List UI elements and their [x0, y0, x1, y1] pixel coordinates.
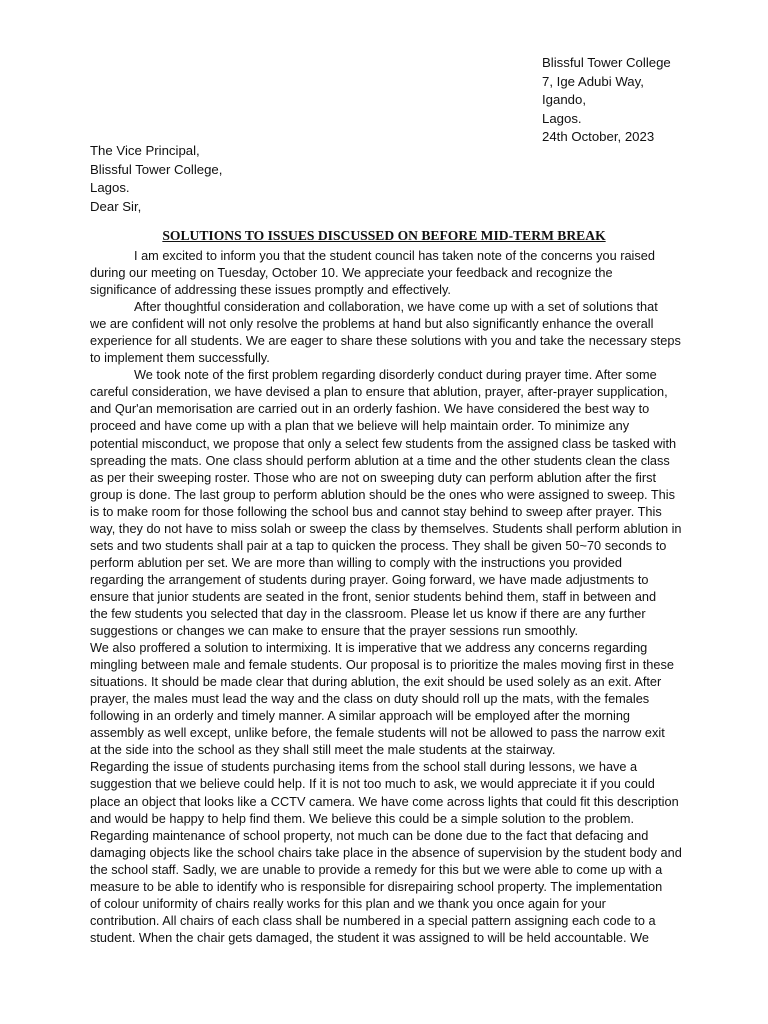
body-line: spreading the mats. One class should perform ablution at a time and the other students clean the class: [90, 452, 670, 468]
body-line: After thoughtful consideration and collaboration, we have come up with a set of solutions that: [134, 299, 658, 315]
body-line: to implement them successfully.: [90, 350, 270, 366]
body-line: we are confident will not only resolve the problems at hand but also significantly enhance the overall: [90, 316, 654, 332]
body-line: is to make room for those following the school bus and cannot stay behind to sweep after prayer. This: [90, 503, 662, 519]
body-line: We took note of the first problem regarding disorderly conduct during prayer time. After some: [134, 367, 657, 383]
body-line: place an object that looks like a CCTV camera. We have come across lights that could fit this description: [90, 793, 679, 809]
body-line: following in an orderly and timely manner. A similar approach will be employed after the morning: [90, 708, 631, 724]
body-line: of colour uniformity of chairs really works for this plan and we thank you once again for your: [90, 895, 606, 911]
recipient-address: [90, 142, 222, 216]
body-line: perform ablution per set. We are more than willing to comply with the instructions you provided: [90, 554, 622, 570]
recipient-school: Blissful Tower College,: [90, 161, 223, 177]
recipient-city: Lagos.: [90, 180, 130, 195]
sender-street: 7, Ige Adubi Way,: [542, 73, 644, 89]
body-line: I am excited to inform you that the student council has taken note of the concerns you raised: [134, 248, 655, 263]
sender-school-name: Blissful Tower College: [542, 55, 671, 70]
recipient-title: The Vice Principal,: [90, 143, 200, 158]
body-line: at the side into the school as they shall still meet the male students at the stairway.: [90, 742, 556, 758]
body-line: prayer, the males must lead the way and the class on duty should roll up the mats, with the females: [90, 691, 650, 707]
body-line: contribution. All chairs of each class shall be numbered in a special pattern assigning each code to a: [90, 912, 656, 928]
sender-city: Lagos.: [542, 110, 582, 126]
body-line: way, they do not have to miss solah or sweep the class by themselves. Students shall perform ablution in: [90, 520, 682, 536]
body-line: potential misconduct, we propose that only a select few students from the assigned class be tasked with: [90, 435, 677, 451]
body-line: group is done. The last group to perform ablution should be the ones who were assigned to sweep. This: [90, 486, 675, 502]
sender-area: Igando,: [542, 92, 586, 107]
body-line: careful consideration, we have devised a plan to ensure that ablution, prayer, after-prayer supplication,: [90, 384, 668, 400]
body-line: Regarding maintenance of school property, not much can be done due to the fact that defacing and: [90, 827, 649, 843]
letter-title: SOLUTIONS TO ISSUES DISCUSSED ON BEFORE MID-TERM BREAK: [162, 228, 606, 243]
body-line: We also proffered a solution to intermixing. It is imperative that we address any concerns regarding: [90, 640, 648, 656]
body-line: and would be happy to help find them. We believe this could be a simple solution to the problem.: [90, 810, 635, 826]
body-line: ensure that junior students are seated in the front, senior students behind them, staff in between and: [90, 588, 657, 604]
letter-date: 24th October, 2023: [542, 129, 655, 144]
body-line: suggestions or changes we can make to ensure that the prayer sessions run smoothly.: [90, 623, 579, 639]
body-line: suggestion that we believe could help. If it is not too much to ask, we would appreciate it if you could: [90, 776, 655, 792]
body-line: student. When the chair gets damaged, the student it was assigned to will be held accountable. We: [90, 929, 649, 945]
sender-address: [542, 54, 671, 147]
body-line: the few students you selected that day in the classroom. Please let us know if there are any further: [90, 605, 646, 621]
body-line: the school staff. Sadly, we are unable to provide a remedy for this but we were able to come up with a: [90, 861, 663, 877]
body-line: as per their sweeping roster. Those who are not on sweeping duty can perform ablution after the first: [90, 469, 657, 485]
body-line: experience for all students. We are eager to share these solutions with you and take the necessary steps: [90, 333, 681, 349]
salutation: Dear Sir,: [90, 198, 142, 214]
body-line: proceed and have come up with a plan that we believe will help maintain order. To minimize any: [90, 418, 630, 434]
body-line: sets and two students shall pair at a tap to quicken the process. They shall be given 50~70 seconds to: [90, 537, 667, 553]
letter-body: [90, 247, 680, 946]
body-line: situations. It should be made clear that during ablution, the exit should be used solely as an exit. After: [90, 674, 662, 690]
body-line: and Qur'an memorisation are carried out in an orderly fashion. We have considered the best way to: [90, 401, 650, 417]
body-line: regarding the arrangement of students during prayer. Going forward, we have made adjustments to: [90, 571, 649, 587]
body-line: measure to be able to identify who is responsible for disrepairing school property. The implementation: [90, 878, 663, 894]
body-line: assembly as well except, unlike before, the female students will not be allowed to pass the narrow exit: [90, 725, 665, 741]
body-line: Regarding the issue of students purchasing items from the school stall during lessons, we have a: [90, 759, 638, 775]
body-line: damaging objects like the school chairs take place in the absence of supervision by the student body and: [90, 844, 682, 860]
body-line: significance of addressing these issues promptly and effectively.: [90, 282, 451, 298]
body-line: during our meeting on Tuesday, October 10. We appreciate your feedback and recognize the: [90, 265, 613, 281]
body-line: mingling between male and female students. Our proposal is to prioritize the males moving first in these: [90, 657, 674, 673]
